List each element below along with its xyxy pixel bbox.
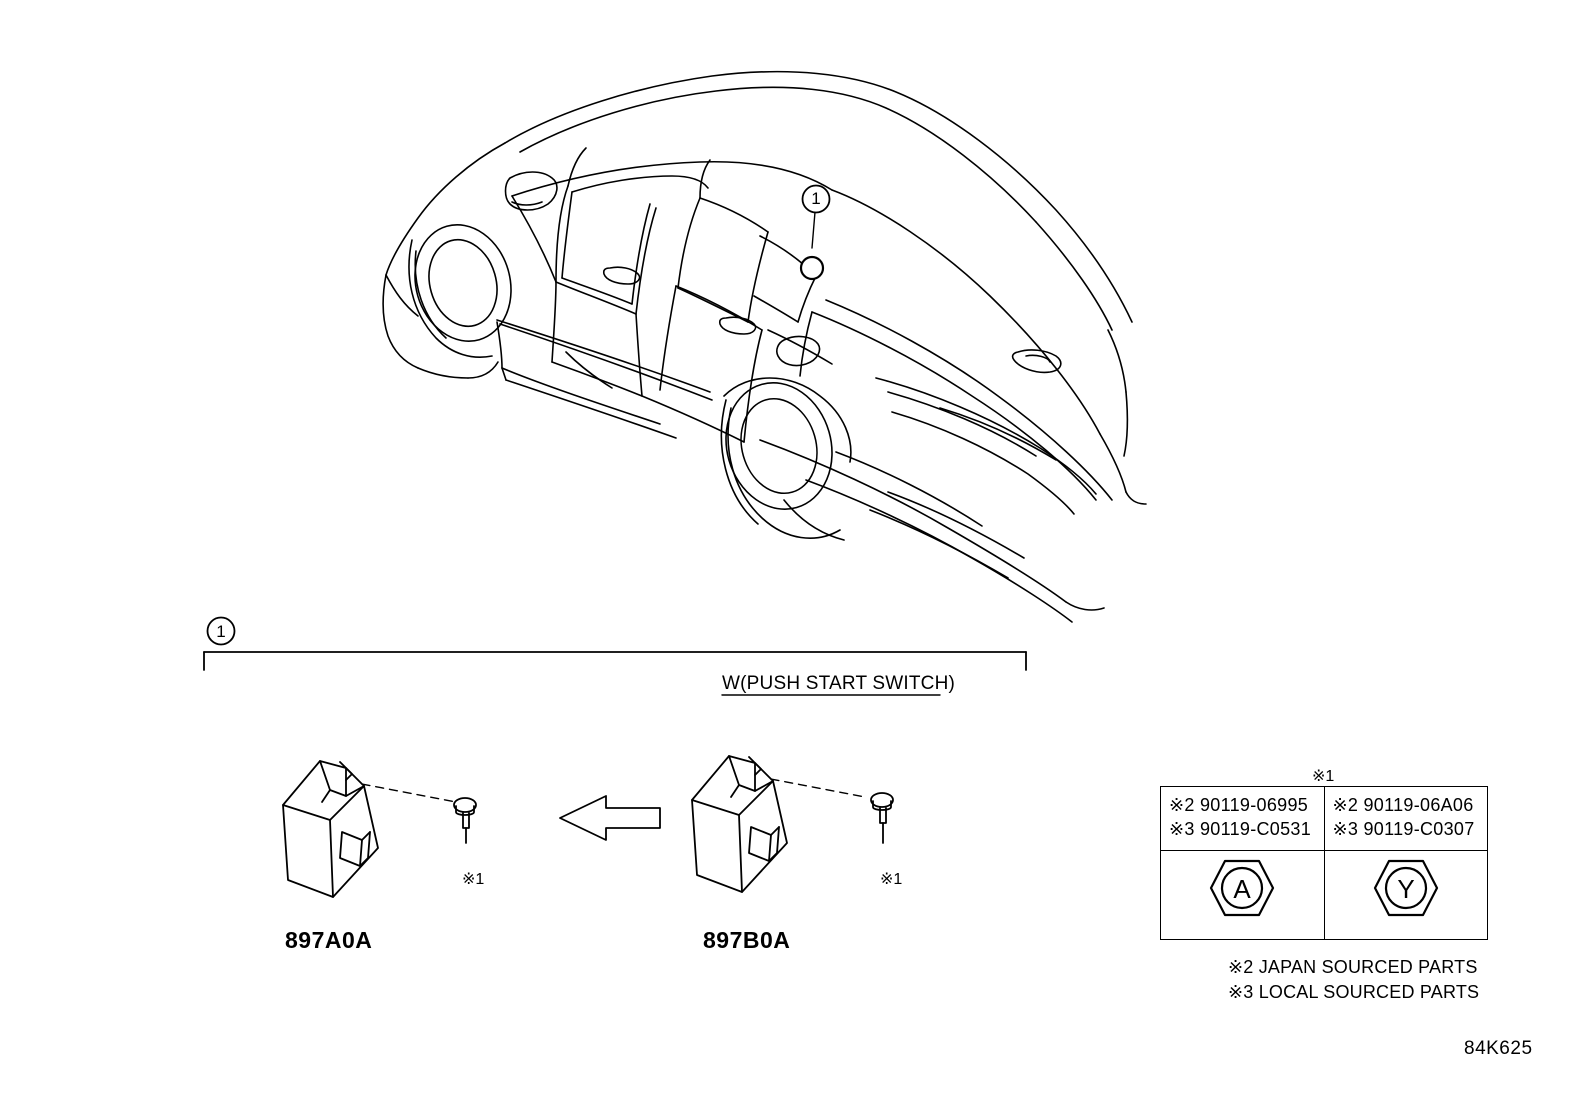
bolt-head-icon-y [1369,851,1443,925]
code-line: ※2 90119-06A06 [1332,795,1474,815]
part-897a0a-illustration [283,761,476,897]
note-japan-sourced: ※2 JAPAN SOURCED PARTS [1228,957,1478,977]
code-line: ※2 90119-06995 [1169,795,1309,815]
part-number-897b0a: 897B0A [703,927,791,953]
part-number-897a0a: 897A0A [285,927,373,953]
code-line: ※3 90119-C0307 [1332,819,1475,840]
bolt-letter-y: Y [1397,873,1415,904]
table-row [1161,850,1488,939]
table-cell-a-codes [1161,787,1325,851]
table-cell-a-icon [1161,850,1325,939]
table-cell-y-codes [1324,787,1488,851]
callout-1-vehicle-number: 1 [811,189,821,208]
bolt-reference-table [1160,786,1488,940]
bolt-ref-right: ※1 [880,871,903,888]
code-line: ※3 90119-C0531 [1169,819,1312,840]
table-cell-y-icon [1324,850,1488,939]
diagram-code: 84K625 [1464,1038,1533,1059]
bolt-letter-a: A [1233,873,1251,904]
table-caption: ※1 [1312,768,1335,785]
part-897b0a-illustration [692,756,893,892]
group-title: W(PUSH START SWITCH) [722,673,956,694]
note-local-sourced: ※3 LOCAL SOURCED PARTS [1228,982,1480,1002]
table-row [1161,787,1488,851]
bolt-ref-left: ※1 [462,871,485,888]
callout-1-parts-number: 1 [216,622,226,641]
bolt-head-icon-a [1205,851,1279,925]
